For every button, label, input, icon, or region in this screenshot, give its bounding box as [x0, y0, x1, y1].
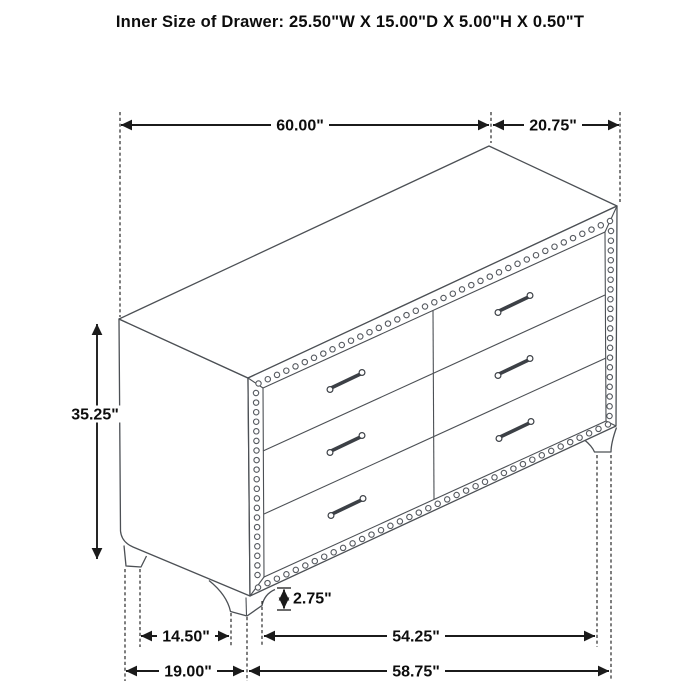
- nailhead-stud: [274, 372, 279, 377]
- dresser-body: [119, 146, 617, 596]
- nailhead-stud: [608, 316, 613, 321]
- nailhead-stud: [445, 497, 450, 502]
- nailhead-stud: [254, 410, 259, 415]
- nailhead-stud: [311, 355, 316, 360]
- nailhead-stud: [607, 404, 612, 409]
- nailhead-stud: [607, 355, 612, 360]
- nailhead-stud: [450, 291, 455, 296]
- nailhead-stud: [607, 345, 612, 350]
- nailhead-stud: [254, 448, 259, 453]
- nailhead-stud: [478, 278, 483, 283]
- dimension-leg-inner-span: [141, 628, 229, 646]
- nailhead-stud: [339, 342, 344, 347]
- nailhead-stud: [524, 257, 529, 262]
- nailhead-stud: [506, 265, 511, 270]
- nailhead-stud: [254, 486, 259, 491]
- nailhead-stud: [570, 235, 575, 240]
- nailhead-stud: [293, 567, 298, 572]
- nailhead-stud: [552, 244, 557, 249]
- nailhead-stud: [254, 419, 259, 424]
- nailhead-stud: [482, 479, 487, 484]
- page-title: Inner Size of Drawer: 25.50"W X 15.00"D X 5.00"H X 0.50"T: [115, 13, 585, 31]
- dimension-label: 60.00": [276, 117, 324, 135]
- handle-part: [327, 450, 333, 456]
- nailhead-stud: [407, 514, 412, 519]
- nailhead-stud: [378, 528, 383, 533]
- handle-part: [328, 513, 334, 519]
- nailhead-stud: [608, 297, 613, 302]
- handle-part: [527, 356, 533, 362]
- handle-part: [359, 433, 365, 439]
- nailhead-stud: [596, 426, 601, 431]
- nailhead-stud: [255, 534, 260, 539]
- nailhead-stud: [568, 439, 573, 444]
- handle-part: [495, 310, 501, 316]
- handle-part: [359, 370, 365, 376]
- handle-part: [527, 293, 533, 299]
- nailhead-stud: [254, 429, 259, 434]
- handle-part: [327, 387, 333, 393]
- front-left-leg-corner-edge: [246, 598, 247, 616]
- nailhead-stud: [322, 554, 327, 559]
- nailhead-stud: [385, 321, 390, 326]
- nailhead-stud: [254, 524, 259, 529]
- nailhead-stud: [254, 515, 259, 520]
- nailhead-stud: [265, 377, 270, 382]
- nailhead-stud: [274, 576, 279, 581]
- dimension-label: 19.00": [164, 663, 212, 681]
- nailhead-stud: [608, 277, 613, 282]
- dimension-label: 58.75": [392, 663, 440, 681]
- nailhead-stud: [608, 326, 613, 331]
- nailhead-stud: [404, 312, 409, 317]
- nailhead-stud: [608, 238, 613, 243]
- handle-part: [496, 436, 502, 442]
- nailhead-stud: [520, 461, 525, 466]
- nailhead-stud: [254, 477, 259, 482]
- nailhead-stud: [358, 334, 363, 339]
- nailhead-stud: [255, 585, 260, 590]
- nailhead-stud: [608, 258, 613, 263]
- nailhead-stud: [496, 270, 501, 275]
- nailhead-stud: [395, 317, 400, 322]
- nailhead-stud: [605, 422, 610, 427]
- nailhead-stud: [561, 240, 566, 245]
- dimension-base-width: [249, 663, 609, 681]
- nailhead-stud: [369, 532, 374, 537]
- nailhead-stud: [543, 248, 548, 253]
- nailhead-stud: [432, 300, 437, 305]
- nailhead-stud: [608, 267, 613, 272]
- nailhead-stud: [454, 492, 459, 497]
- nailhead-stud: [607, 384, 612, 389]
- nailhead-stud: [321, 351, 326, 356]
- nailhead-stud: [515, 261, 520, 266]
- dimension-label: 35.25": [71, 406, 119, 424]
- dimension-top-width: [121, 117, 489, 135]
- dimension-front-leg-span: [264, 628, 595, 646]
- nailhead-stud: [422, 304, 427, 309]
- nailhead-stud: [607, 394, 612, 399]
- nailhead-stud: [303, 563, 308, 568]
- nailhead-stud: [330, 347, 335, 352]
- nailhead-stud: [253, 400, 258, 405]
- nailhead-stud: [284, 572, 289, 577]
- nailhead-stud: [539, 453, 544, 458]
- nailhead-stud: [607, 374, 612, 379]
- nailhead-stud: [255, 544, 260, 549]
- nailhead-stud: [350, 541, 355, 546]
- nailhead-stud: [340, 545, 345, 550]
- nailhead-stud: [607, 413, 612, 418]
- nailhead-stud: [256, 381, 261, 386]
- nailhead-stud: [608, 306, 613, 311]
- nailhead-stud: [254, 467, 259, 472]
- dimension-overall-height: [66, 324, 124, 559]
- nailhead-stud: [586, 431, 591, 436]
- dimension-label: 14.50": [162, 628, 210, 646]
- nailhead-stud: [598, 223, 603, 228]
- nailhead-stud: [348, 338, 353, 343]
- nailhead-stud: [254, 438, 259, 443]
- nailhead-stud: [441, 295, 446, 300]
- nailhead-stud: [487, 274, 492, 279]
- nailhead-stud: [376, 325, 381, 330]
- dimension-label: 54.25": [392, 628, 440, 646]
- handle-part: [360, 496, 366, 502]
- handle-part: [495, 373, 501, 379]
- nailhead-stud: [253, 390, 258, 395]
- nailhead-stud: [367, 330, 372, 335]
- nailhead-stud: [397, 519, 402, 524]
- nailhead-stud: [589, 227, 594, 232]
- nailhead-stud: [302, 359, 307, 364]
- nailhead-stud: [469, 282, 474, 287]
- nailhead-stud: [511, 466, 516, 471]
- dimension-leg-height: [277, 588, 332, 610]
- nailhead-stud: [416, 510, 421, 515]
- nailhead-stud: [331, 550, 336, 555]
- nailhead-stud: [558, 444, 563, 449]
- nailhead-stud: [580, 231, 585, 236]
- nailhead-stud: [533, 253, 538, 258]
- nailhead-stud: [549, 448, 554, 453]
- nailhead-stud: [435, 501, 440, 506]
- nailhead-stud: [501, 470, 506, 475]
- nailhead-stud: [255, 572, 260, 577]
- nailhead-stud: [254, 496, 259, 501]
- handle-part: [528, 419, 534, 425]
- nailhead-stud: [459, 287, 464, 292]
- dimension-label: 20.75": [529, 117, 577, 135]
- nailhead-stud: [312, 558, 317, 563]
- nailhead-stud: [388, 523, 393, 528]
- nailhead-stud: [254, 457, 259, 462]
- nailhead-stud: [426, 506, 431, 511]
- nailhead-stud: [255, 553, 260, 558]
- nailhead-stud: [254, 505, 259, 510]
- nailhead-stud: [577, 435, 582, 440]
- dimension-base-depth: [126, 663, 244, 681]
- nailhead-stud: [608, 228, 613, 233]
- nailhead-stud: [265, 580, 270, 585]
- dimension-label: 2.75": [293, 590, 332, 608]
- nailhead-stud: [607, 218, 612, 223]
- dimension-top-depth: [493, 117, 619, 135]
- nailhead-stud: [530, 457, 535, 462]
- nailhead-stud: [293, 364, 298, 369]
- nailhead-stud: [473, 484, 478, 489]
- nailhead-stud: [607, 335, 612, 340]
- nailhead-stud: [607, 365, 612, 370]
- nailhead-stud: [608, 248, 613, 253]
- nailhead-stud: [492, 475, 497, 480]
- nailhead-stud: [284, 368, 289, 373]
- nailhead-stud: [608, 287, 613, 292]
- nailhead-stud: [463, 488, 468, 493]
- nailhead-stud: [359, 536, 364, 541]
- nailhead-stud: [255, 563, 260, 568]
- nailhead-stud: [413, 308, 418, 313]
